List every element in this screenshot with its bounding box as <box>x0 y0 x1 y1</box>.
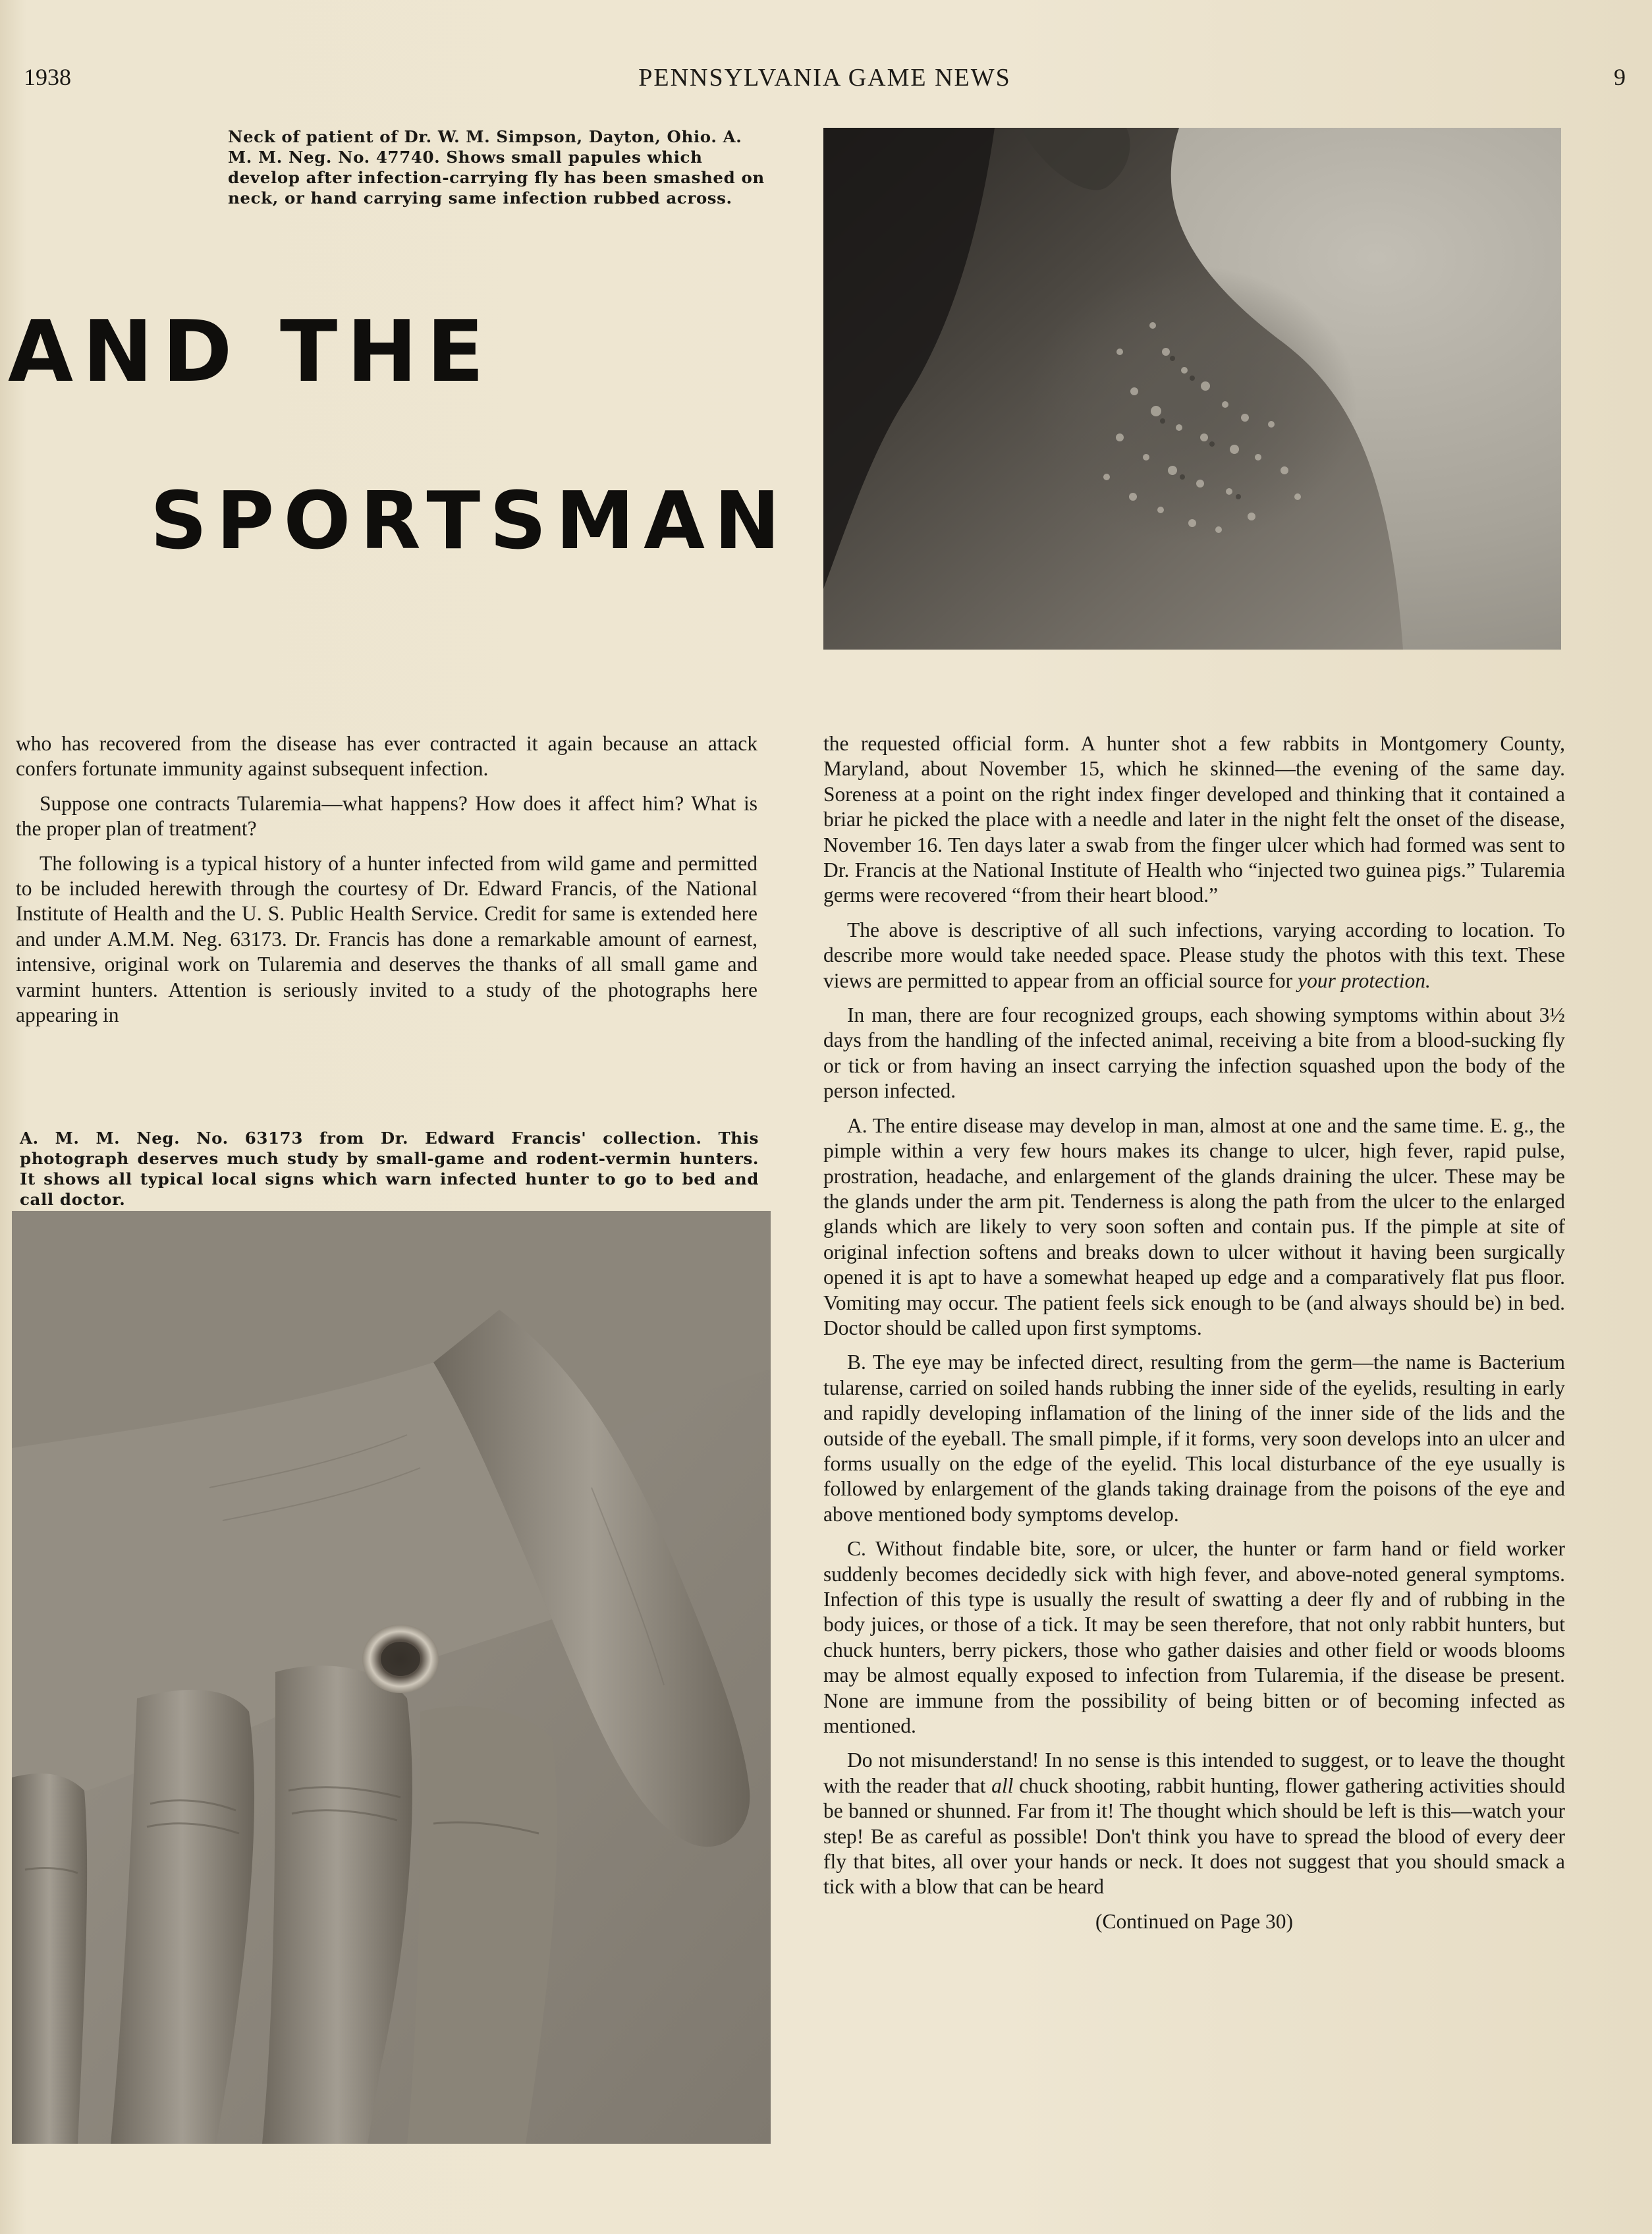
right-paragraph-7-emphasis: all <box>991 1773 1014 1797</box>
continued-notice: (Continued on Page 30) <box>1095 1909 1294 1933</box>
headline-line-2: SPORTSMAN <box>150 476 790 567</box>
left-text-column <box>16 731 757 1037</box>
right-paragraph-4: A. The entire disease may develop in man, almost at one and the same time. E. g., the pimple within a very few hours makes its change to ulcer, high fever, rapid pulse, prostration, headache, and enlargement of the glands draining the ulcer. These may be the glands under the arm pit. Tenderness is along the path from the ulcer to the enlarged glands which are likely to very soon soften and contain pus. If the pimple at site of original infection softens and breaks down to ulcer without it having been surgically opened it is apt to have a somewhat heaped up edge and a comparatively flat pus floor. Vomiting may occur. The patient feels sick enough to be (and always should be) in bed. Doctor should be called upon first symptoms. <box>823 1113 1565 1339</box>
right-paragraph-2 <box>823 918 1565 993</box>
right-paragraph-7-text-a: Do not misunderstand! In no sense is this intended to suggest, or to leave the thought with the reader that <box>823 1748 1565 1797</box>
hand-photo-caption: A. M. M. Neg. No. 63173 from Dr. Edward Francis' collection. This photograph deserves much study by small-game and rodent-vermin hunters. It shows all typical local signs which warn infected hunter to go to bed and call doctor. <box>20 1129 759 1209</box>
hand-photograph <box>12 1211 771 2144</box>
right-paragraph-7 <box>823 1748 1565 1899</box>
right-paragraph-6: C. Without findable bite, sore, or ulcer, the hunter or farm hand or field worker suddenly becomes decidedly sick with high fever, and above-noted general symptoms. Infection of this type is usually the result of swatting a deer fly and of rubbing in the body juices, or those of a tick. It may be seen therefore, that not only rabbit hunters, but chuck hunters, berry pickers, those who gather daisies and other field or woods blooms may be almost equally exposed to infection from Tularemia, if the disease be present. None are immune from the possibility of being bitten or of becoming infected as mentioned. <box>823 1537 1565 1738</box>
neck-photograph <box>823 128 1561 650</box>
running-header <box>24 63 1626 100</box>
right-paragraph-5: B. The eye may be infected direct, resulting from the germ—the name is Bacterium tularense, carried on soiled hands rubbing the inner side of the eyelids, resulting in early and rapidly developing inflamation of the lining of the inner side of the lids and the outside of the eyeball. The small pimple, if it forms, very soon develops into an ulcer and forms usually on the edge of the eyelid. This local disturbance of the eye usually is followed by enlargement of the glands taking drainage from the poisons of the eye and above mentioned body symptoms develop. <box>823 1351 1565 1526</box>
left-paragraph-3: The following is a typical history of a hunter infected from wild game and permitted to be included herewith through the courtesy of Dr. Edward Francis, of the National Institute of Health and the U. S. Public Health Service. Credit for same is extended here and under A.M.M. Neg. 63173. Dr. Francis has done a remarkable amount of earnest, intensive, original work on Tularemia and deserves the thanks of all small game and varmint hunters. Attention is seriously invited to a study of the photographs here appearing in <box>16 851 757 1027</box>
publication-title: PENNSYLVANIA GAME NEWS <box>638 64 1011 92</box>
header-year: 1938 <box>24 64 71 90</box>
right-paragraph-2-emphasis: your protection. <box>1298 968 1431 992</box>
right-paragraph-2-text: The above is descriptive of all such infections, varying according to location. To describe more would take needed space. Please study the photos with this text. These views are permitted to appear from an official source for <box>823 918 1565 992</box>
left-paragraph-1: who has recovered from the disease has ever contracted it again because an attack confers fortunate immunity against subsequent infection. <box>16 732 757 781</box>
right-text-column <box>823 731 1565 1943</box>
right-paragraph-7-text-b: chuck shooting, rabbit hunting, flower gathering activities should be banned or shunned. Far from it! The thought which should be left is this—watch your step! Be as careful as possible! Don't think you have to spread the blood of every deer fly that bites, all over your hands or neck. It does not suggest that you should smack a tick with a blow that can be heard <box>823 1773 1565 1899</box>
left-paragraph-2: Suppose one contracts Tularemia—what happens? How does it affect him? What is the proper plan of treatment? <box>16 791 757 841</box>
page-number: 9 <box>1614 64 1626 90</box>
right-paragraph-3: In man, there are four recognized groups, each showing symptoms within about 3½ days from the handling of the infected animal, receiving a bite from a blood-sucking fly or tick or from having an insect carrying the infection squashed upon the body of the person infected. <box>823 1003 1565 1103</box>
neck-photo-caption: Neck of patient of Dr. W. M. Simpson, Dayton, Ohio. A. M. M. Neg. No. 47740. Shows small papules which develop after infection-carrying fly has been smashed on neck, or hand carrying same infection rubbed across. <box>228 127 765 208</box>
headline-line-1: AND THE <box>8 303 493 401</box>
right-paragraph-1: the requested official form. A hunter shot a few rabbits in Montgomery County, Maryland, about November 15, which he skinned—the evening of the same day. Soreness at a point on the right index finger developed and thinking that it contained a briar he picked the place with a needle and later in the night felt the onset of the disease, November 16. Ten days later a swab from the finger ulcer which had formed was sent to Dr. Francis at the National Institute of Health who “injected two guinea pigs.” Tularemia germs were recovered “from their heart blood.” <box>823 732 1565 907</box>
